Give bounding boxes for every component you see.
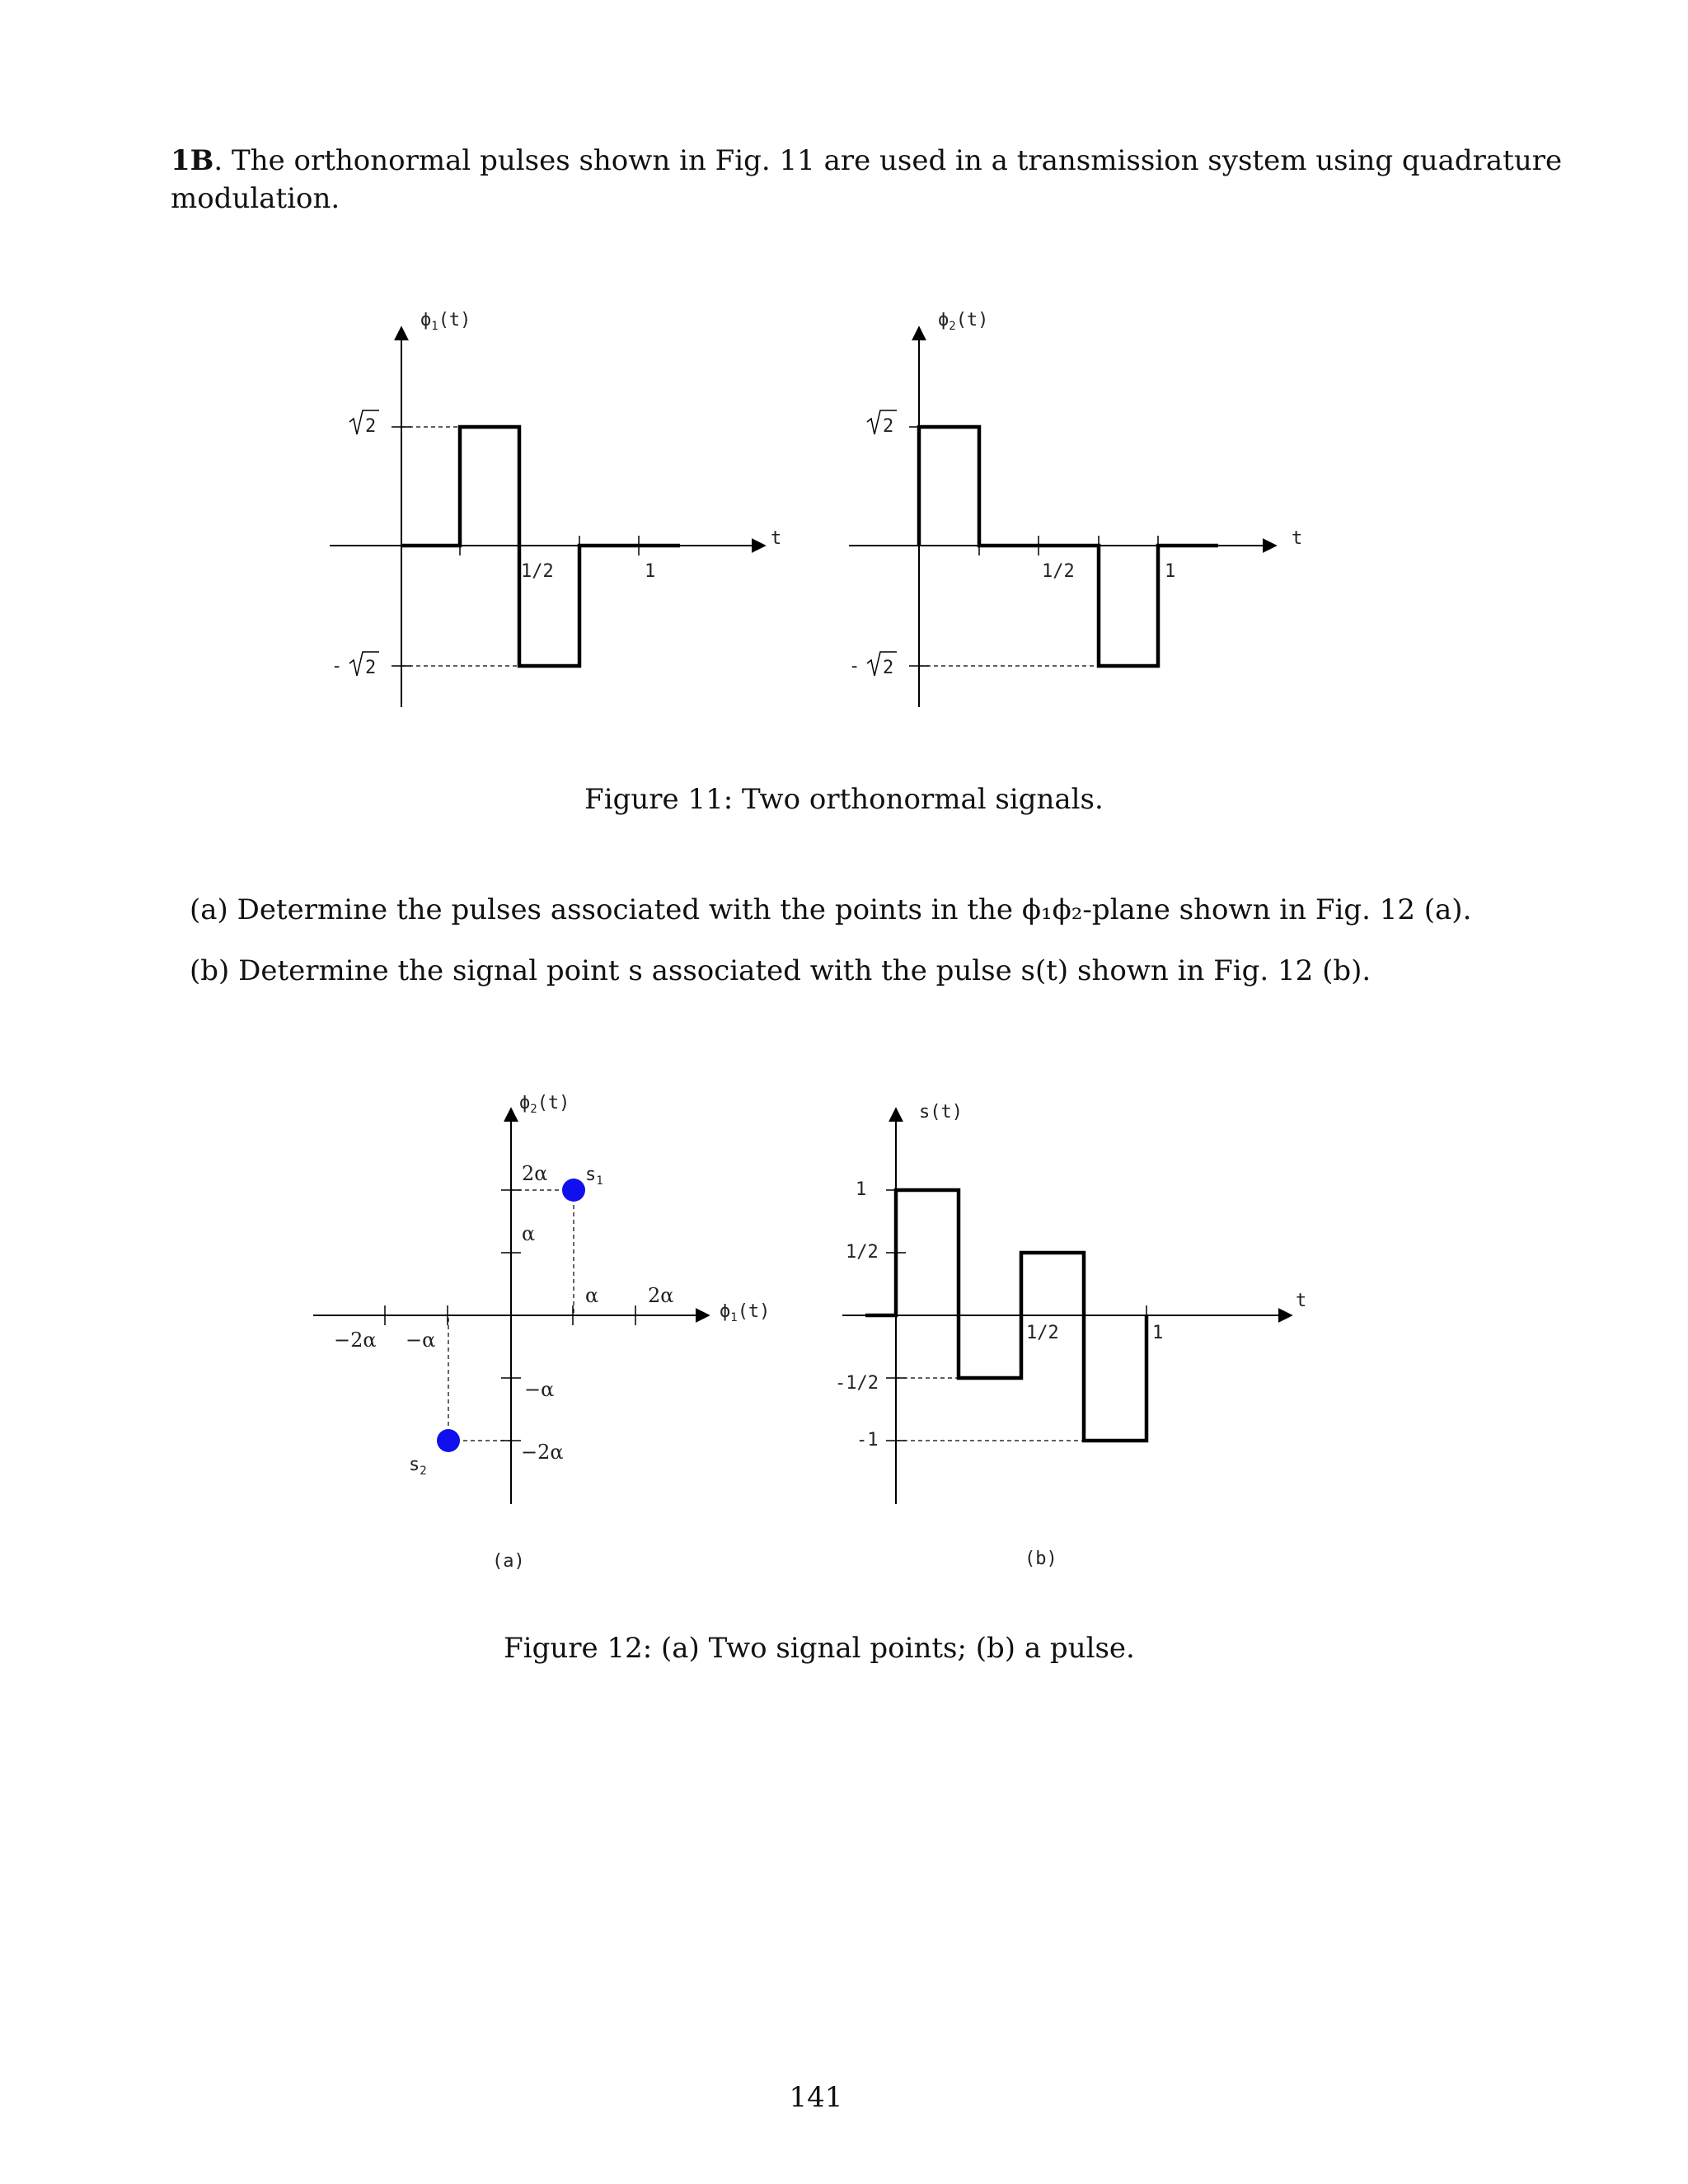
fig12b-plot [835, 1102, 1306, 1569]
fig12-caption: Figure 12: (a) Two signal points; (b) a pulse. [504, 1632, 1135, 1665]
fig11-right-sqrt2-neg [849, 652, 897, 678]
fig12a-point-s1 [562, 1179, 585, 1202]
fig11-right-tick-one-label: 1 [1165, 561, 1176, 582]
fig12a-tick-2a-y: 2α [522, 1162, 548, 1185]
svg-text:-: - [849, 656, 860, 677]
fig11-left-ylabel: $\phi_1(t)$ [420, 310, 471, 333]
fig12a-point-s2 [437, 1429, 460, 1452]
svg-text:-: - [331, 656, 343, 677]
fig12b-tick-x-half: 1/2 [1026, 1323, 1059, 1343]
fig11-right-tick-half-label: 1/2 [1042, 561, 1075, 582]
problem-label: 1B [171, 144, 214, 177]
fig12a-tick-neg2a-x: −2α [334, 1329, 377, 1352]
question-b: (b) Determine the signal point s associated with the pulse s(t) shown in Fig. 12 (b). [190, 954, 1372, 987]
fig12a-panel-label: (a) [492, 1551, 525, 1572]
fig12a-plot [313, 1093, 770, 1572]
fig12a-ylabel: $\phi_2(t)$ [519, 1093, 570, 1116]
page-number: 141 [789, 2081, 843, 2114]
fig12b-tick-y-1: 1 [856, 1179, 867, 1200]
fig11-right-sqrt2-pos [867, 410, 897, 437]
fig12b-panel-label: (b) [1025, 1549, 1057, 1569]
fig11-caption: Figure 11: Two orthonormal signals. [584, 783, 1104, 816]
question-a: (a) Determine the pulses associated with the points in the ϕ₁ϕ₂-plane shown in Fig. 12 (a). [190, 893, 1472, 926]
fig11-right-ylabel: $\phi_2(t)$ [938, 310, 989, 333]
fig11-left-sqrt2-neg [331, 652, 379, 678]
svg-text:2: 2 [365, 416, 377, 437]
fig12a-tick-neg2a-y: −2α [521, 1441, 564, 1464]
fig12a-point1-label: $s_1$ [585, 1165, 603, 1188]
intro-text: . The orthonormal pulses shown in Fig. 11 are used in a transmission system using quadrature modulation. [171, 144, 1563, 215]
fig12b-tick-y-half: 1/2 [846, 1242, 879, 1263]
fig12b-ylabel: s(t) [919, 1102, 963, 1122]
svg-text:2: 2 [883, 416, 894, 437]
fig12a-tick-nega-y: −α [524, 1378, 555, 1401]
fig11-right-xlabel: t [1292, 528, 1303, 549]
fig12a-point2-label: $s_2$ [409, 1455, 427, 1478]
fig12a-tick-2a-x: 2α [648, 1284, 674, 1307]
fig12a-tick-a-x: α [585, 1284, 599, 1307]
svg-text:2: 2 [883, 658, 894, 678]
fig12a-tick-nega-x: −α [406, 1329, 436, 1352]
svg-text:2: 2 [365, 658, 377, 678]
fig11-left-sqrt2-pos [349, 410, 379, 437]
fig12b-tick-x-one: 1 [1152, 1323, 1164, 1343]
fig12b-tick-y-neg1: -1 [856, 1430, 879, 1451]
fig12b-xlabel: t [1296, 1291, 1307, 1311]
fig11-right-plot [849, 310, 1302, 707]
fig11-left-plot [330, 310, 781, 707]
fig12b-tick-y-neghalf: -1/2 [835, 1373, 879, 1394]
fig12a-xlabel: $\phi_1(t)$ [720, 1301, 771, 1324]
fig11-left-tick-one-label: 1 [645, 561, 656, 582]
fig11-left-tick-half-label: 1/2 [521, 561, 554, 582]
fig12a-tick-a-y: α [522, 1222, 536, 1245]
fig11-left-xlabel: t [771, 528, 782, 549]
